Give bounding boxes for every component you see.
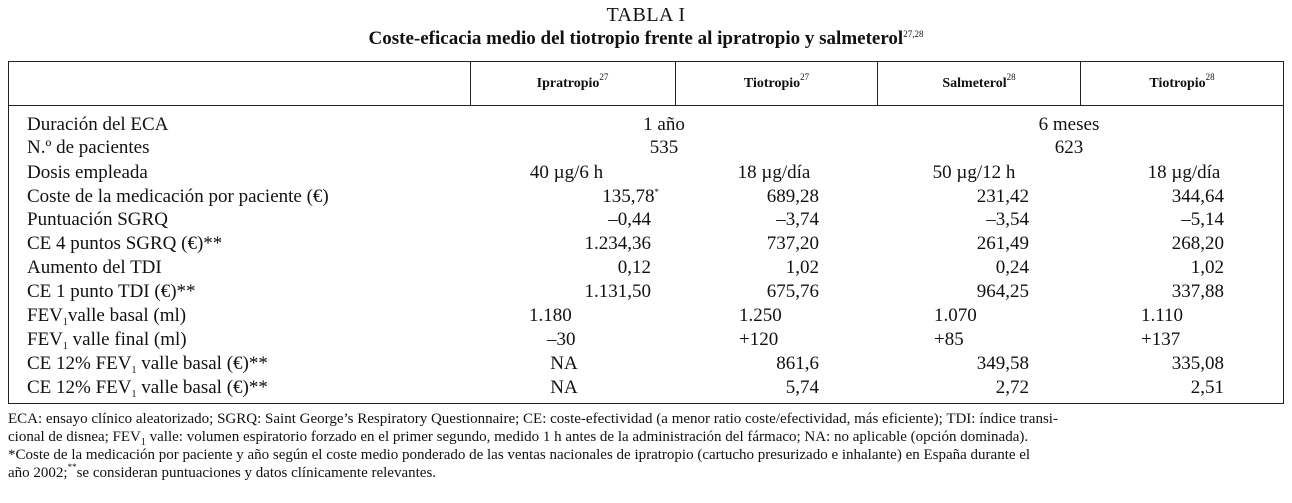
table-row: $FEV_1valle$ basal (ml) 1.180 1.250 1.070 1.110 xyxy=(27,305,1184,328)
table-row: Puntuación SGRQ –0,44 –3,74 –3,54 –5,14 xyxy=(27,209,1224,230)
table-label: TABLA I xyxy=(606,4,686,26)
col-header-2: Tiotropio$^{27}$ xyxy=(675,62,877,105)
table-row: $FEV_1$ valle final (ml) –30 +120 +85 +137 xyxy=(27,329,1181,352)
table-title: Coste-eficacia medio del tiotropio frente al ipratropio y salmeterol$^{27,28}$ xyxy=(368,28,924,49)
table-row: CE 12% $FEV_1$ valle basal (€)** NA 5,74 2,72 2,51 xyxy=(27,377,1224,400)
table-row: CE 1 punto TDI (€)** 1.131,50 675,76 964,25 337,88 xyxy=(27,281,1224,302)
footnote-line: año 2002;**se consideran puntuaciones y datos clínicamente relevantes. xyxy=(8,462,437,481)
table-footnotes xyxy=(8,410,1288,482)
footnote-line: cional de disnea; $FEV_1$ valle: volumen espiratorio forzado en el primer segundo, medido 1 h antes de la administración del fármaco; NA: no aplicable (opción dominada). xyxy=(8,429,1029,448)
table-row: Duración del ECA 1 año 6 meses xyxy=(27,114,1100,135)
col-header-4: Tiotropio$^{28}$ xyxy=(1080,62,1283,105)
footnote-line: *Coste de la medicación por paciente y año según el coste medio ponderado de las ventas nacionales de ipratropio (cartucho presurizado e inhalante) en España durante el xyxy=(8,447,1031,463)
table-row: Aumento del TDI 0,12 1,02 0,24 1,02 xyxy=(27,257,1224,278)
cost-effectiveness-table xyxy=(8,61,1284,404)
col-header-1: Ipratropio$^{27}$ xyxy=(536,72,609,91)
table-row: Coste de la medicación por paciente (€) 135,78* 689,28 231,42 344,64 xyxy=(27,186,1224,207)
table-row: N.º de pacientes 535 623 xyxy=(27,137,1084,158)
col-header-3: Salmeterol$^{28}$ xyxy=(877,62,1080,105)
title-ref: 27,28 xyxy=(903,29,924,39)
footnote-line: ECA: ensayo clínico aleatorizado; SGRQ: Saint George’s Respiratory Questionnaire; CE: coste-efectividad (a menor ratio coste/efectividad, más eficiente); TDI: índice transi- xyxy=(8,411,1058,427)
table-header xyxy=(9,62,1283,106)
table-row: Dosis empleada 40 µg/6 h 18 µg/día 50 µg/12 h 18 µg/día xyxy=(27,162,1221,183)
table-row: CE 12% $FEV_1$ valle basal (€)** NA 861,6 349,58 335,08 xyxy=(27,353,1224,376)
table-row: CE 4 puntos SGRQ (€)** 1.234,36 737,20 261,49 268,20 xyxy=(27,233,1224,254)
